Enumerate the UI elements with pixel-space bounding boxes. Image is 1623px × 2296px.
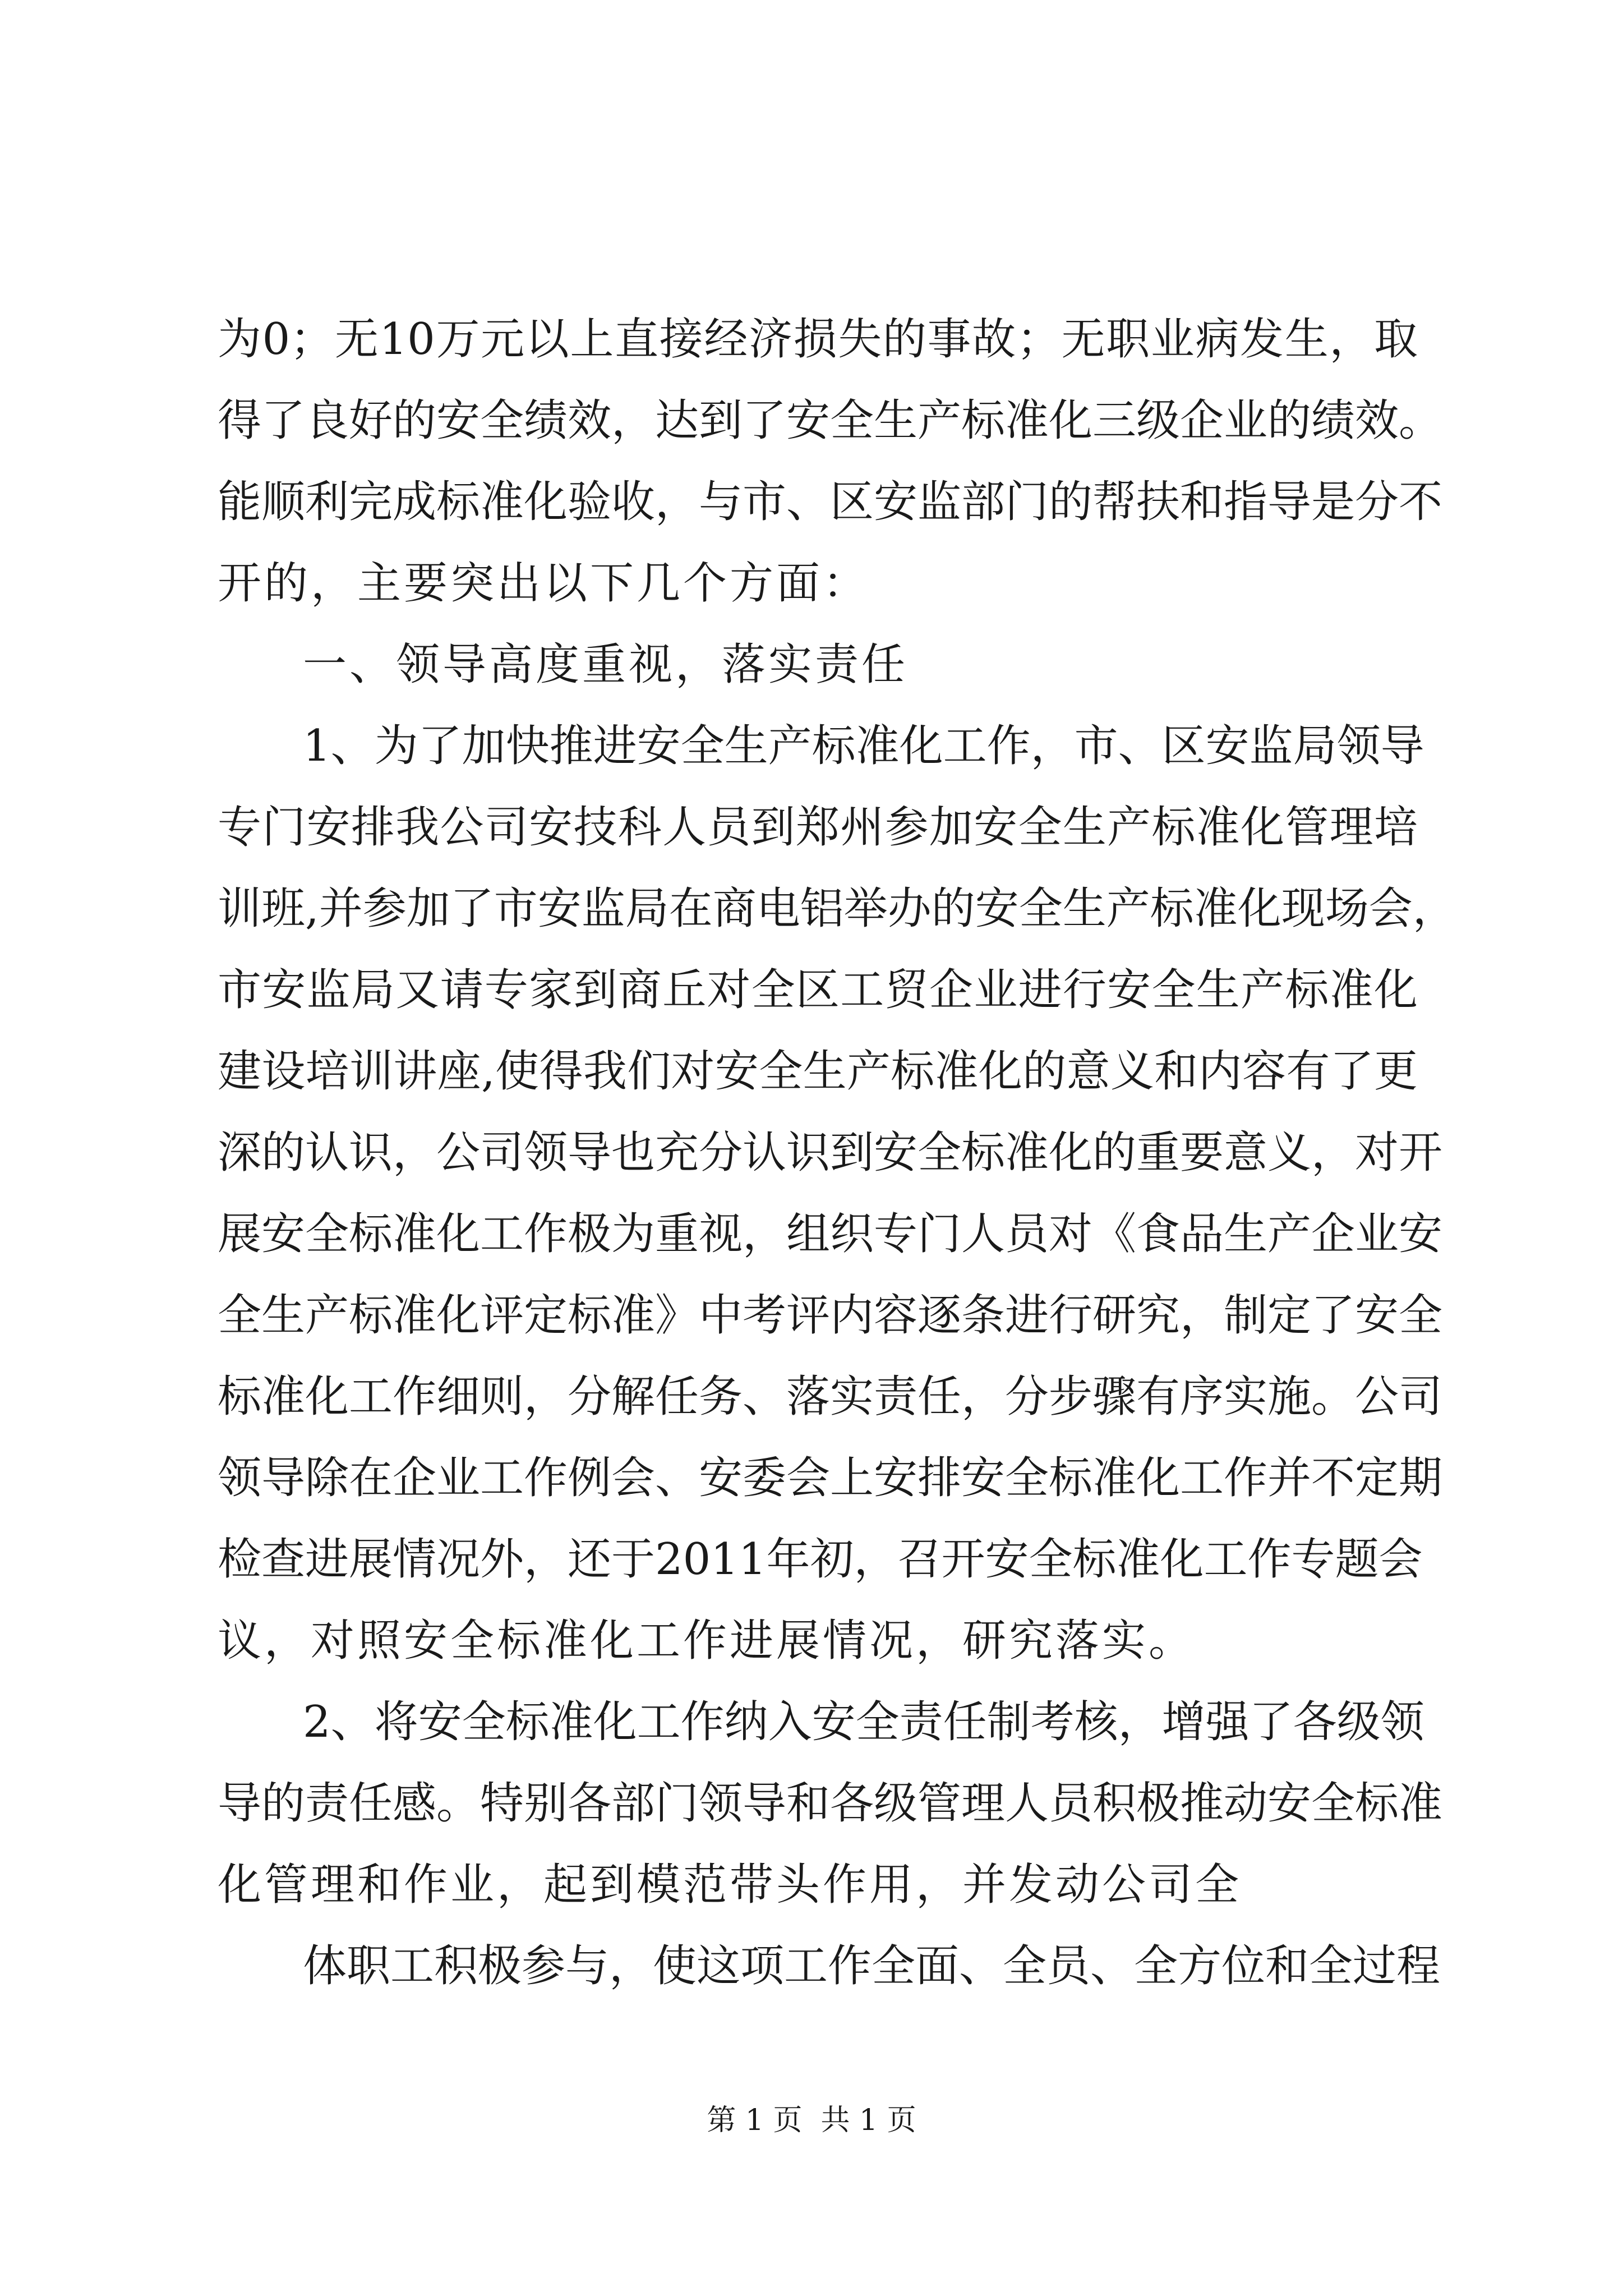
text-line: 为0；无10万元以上直接经济损失的事故；无职业病发生，取	[218, 314, 1418, 365]
text-line: 开的，主要突出以下几个方面：	[218, 558, 870, 609]
text-line: 市安监局又请专家到商丘对全区工贸企业进行安全生产标准化	[218, 965, 1418, 1015]
text-line: 领导除在企业工作例会、安委会上安排安全标准化工作并不定期	[218, 1453, 1443, 1503]
text-line: 2、将安全标准化工作纳入安全责任制考核，增强了各级领	[303, 1697, 1424, 1747]
text-line: 建设培训讲座,使得我们对安全生产标准化的意义和内容有了更	[218, 1046, 1418, 1097]
text-line: 导的责任感。特别各部门领导和各级管理人员积极推动安全标准	[218, 1778, 1443, 1829]
text-line: 标准化工作细则，分解任务、落实责任，分步骤有序实施。公司	[218, 1372, 1443, 1422]
text-line: 专门安排我公司安技科人员到郑州参加安全生产标准化管理培	[218, 802, 1418, 853]
text-line: 得了良好的安全绩效，达到了安全生产标准化三级企业的绩效。	[218, 395, 1443, 446]
text-line: 全生产标准化评定标准》中考评内容逐条进行研究，制定了安全	[218, 1290, 1443, 1341]
text-line: 化管理和作业，起到模范带头作用，并发动公司全	[218, 1860, 1242, 1910]
text-line: 议，对照安全标准化工作进展情况，研究落实。	[218, 1616, 1196, 1666]
text-line: 检查进展情况外，还于2011年初，召开安全标准化工作专题会	[218, 1534, 1423, 1585]
text-line: 深的认识，公司领导也充分认识到安全标准化的重要意义，对开	[218, 1128, 1443, 1178]
text-line: 能顺利完成标准化验收，与市、区安监部门的帮扶和指导是分不	[218, 477, 1443, 527]
text-line: 体职工积极参与，使这项工作全面、全员、全方位和全过程	[303, 1941, 1441, 1991]
text-line: 展安全标准化工作极为重视，组织专门人员对《食品生产企业安	[218, 1209, 1443, 1259]
page-number-footer: 第 1 页 共 1 页	[707, 2104, 916, 2137]
section-heading: 一、领导高度重视，落实责任	[303, 639, 909, 690]
text-line: 训班,并参加了市安监局在商电铝举办的安全生产标准化现场会，	[218, 884, 1456, 934]
text-line: 1、为了加快推进安全生产标准化工作，市、区安监局领导	[303, 721, 1424, 771]
